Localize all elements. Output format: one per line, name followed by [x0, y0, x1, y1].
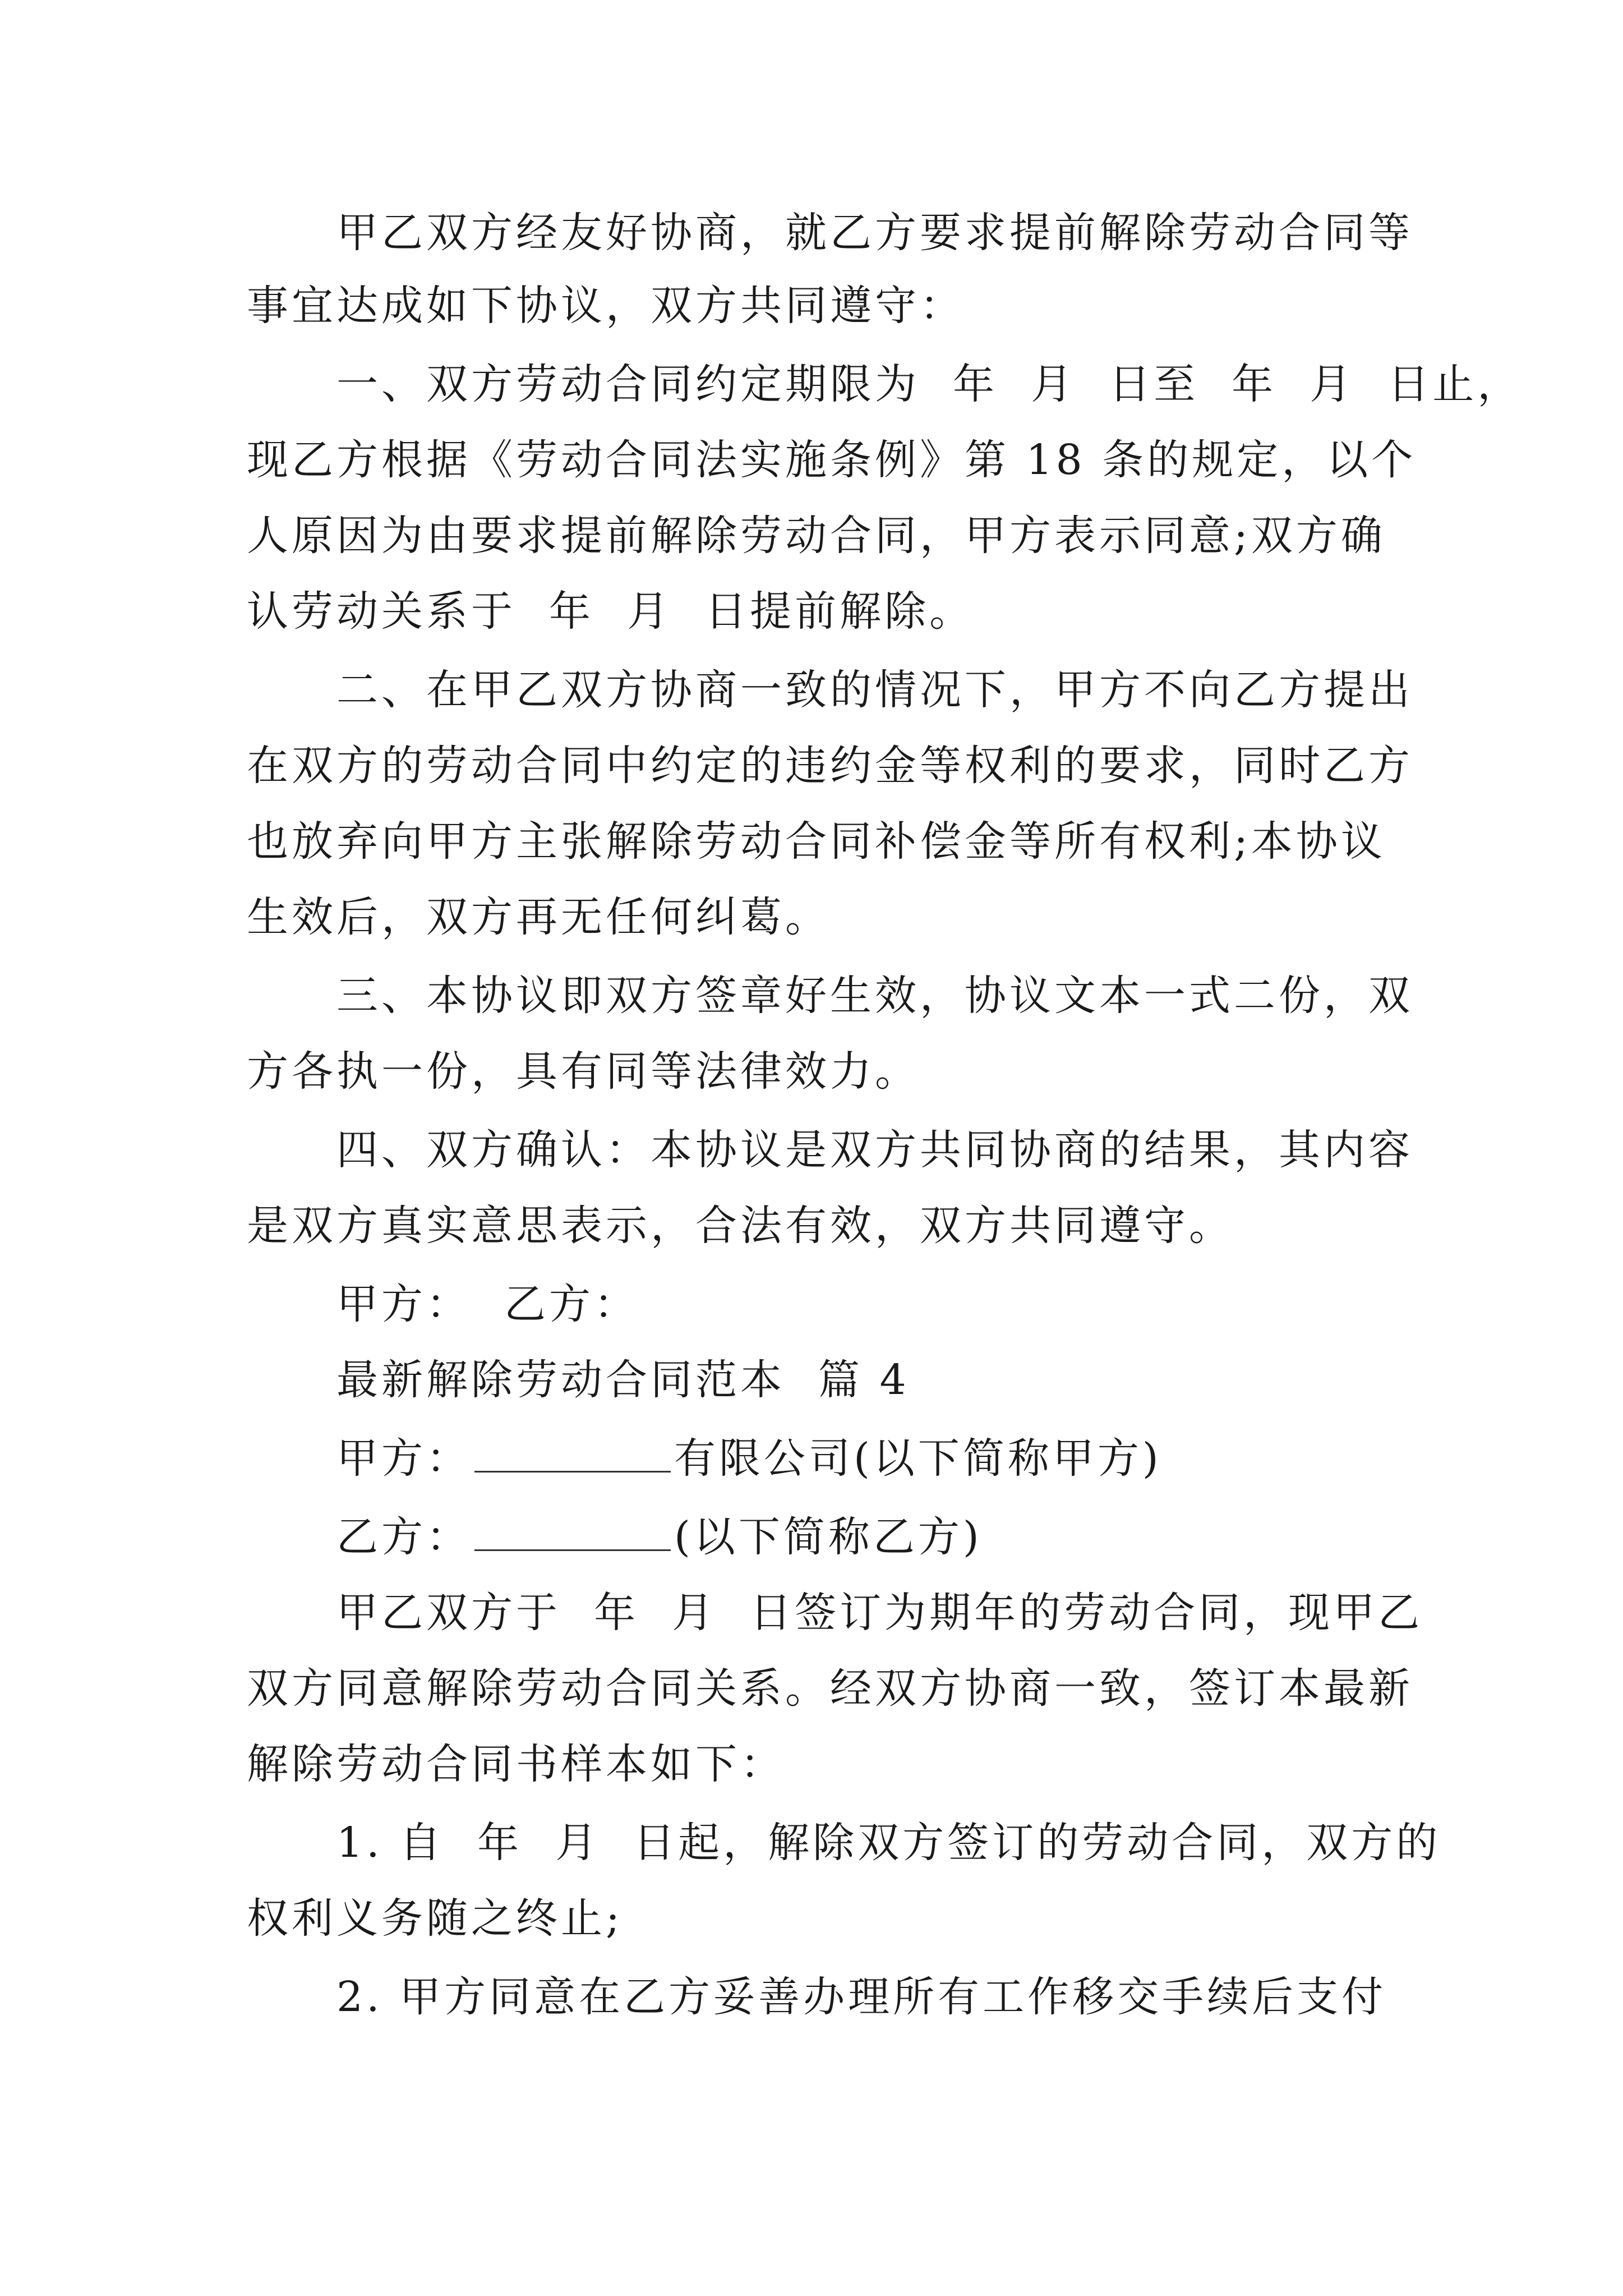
paragraph-line: 生效后，双方再无任何纠葛。	[247, 893, 830, 941]
party-a-suffix: 有限公司(以下简称甲方)	[674, 1434, 1162, 1483]
paragraph-line: 现乙方根据《劳动合同法实施条例》第 18 条的规定，以个	[247, 436, 1417, 484]
paragraph-line: 双方同意解除劳动合同关系。经双方协商一致，签订本最新	[247, 1664, 1413, 1713]
paragraph-line: 是双方真实意思表示，合法有效，双方共同遵守。	[247, 1202, 1234, 1250]
paragraph-line: 四、双方确认：本协议是双方共同协商的结果，其内容	[336, 1126, 1413, 1174]
list-item-line: 权利义务随之终止;	[247, 1894, 623, 1943]
paragraph-line: 事宜达成如下协议，双方共同遵守：	[247, 282, 965, 330]
paragraph-line: 一、双方劳动合同约定期限为 年 月 日至 年 月 日止，	[336, 360, 1523, 408]
signature-line: 甲方： 乙方：	[336, 1280, 639, 1328]
party-a-line	[336, 1428, 1162, 1489]
paragraph-line: 在双方的劳动合同中约定的违约金等权利的要求，同时乙方	[247, 742, 1413, 790]
party-b-suffix: (以下简称乙方)	[674, 1513, 983, 1561]
list-item-line: 1. 自 年 月 日起，解除双方签订的劳动合同，双方的	[336, 1819, 1441, 1867]
party-b-line	[336, 1506, 983, 1568]
paragraph-line: 也放弃向甲方主张解除劳动合同补偿金等所有权利;本协议	[247, 817, 1386, 866]
paragraph-line: 人原因为由要求提前解除劳动合同，甲方表示同意;双方确	[247, 512, 1386, 560]
party-b-blank	[474, 1516, 671, 1551]
paragraph-line: 方各执一份，具有同等法律效力。	[247, 1047, 920, 1096]
paragraph-line: 认劳动关系于 年 月 日提前解除。	[247, 587, 975, 636]
paragraph-line: 甲乙双方经友好协商，就乙方要求提前解除劳动合同等	[336, 209, 1413, 257]
party-a-blank	[474, 1437, 671, 1473]
list-item-line: 2. 甲方同意在乙方妥善办理所有工作移交手续后支付	[336, 1973, 1387, 2021]
paragraph-line: 三、本协议即双方签章好生效，协议文本一式二份，双	[336, 972, 1413, 1020]
party-a-label: 甲方：	[336, 1434, 471, 1483]
paragraph-line: 解除劳动合同书样本如下：	[247, 1740, 785, 1788]
section-heading: 最新解除劳动合同范本 篇 4	[336, 1356, 910, 1404]
paragraph-line: 二、在甲乙双方协商一致的情况下，甲方不向乙方提出	[336, 666, 1413, 714]
paragraph-line: 甲乙双方于 年 月 日签订为期年的劳动合同，现甲乙	[336, 1589, 1423, 1637]
party-b-label: 乙方：	[336, 1513, 471, 1561]
